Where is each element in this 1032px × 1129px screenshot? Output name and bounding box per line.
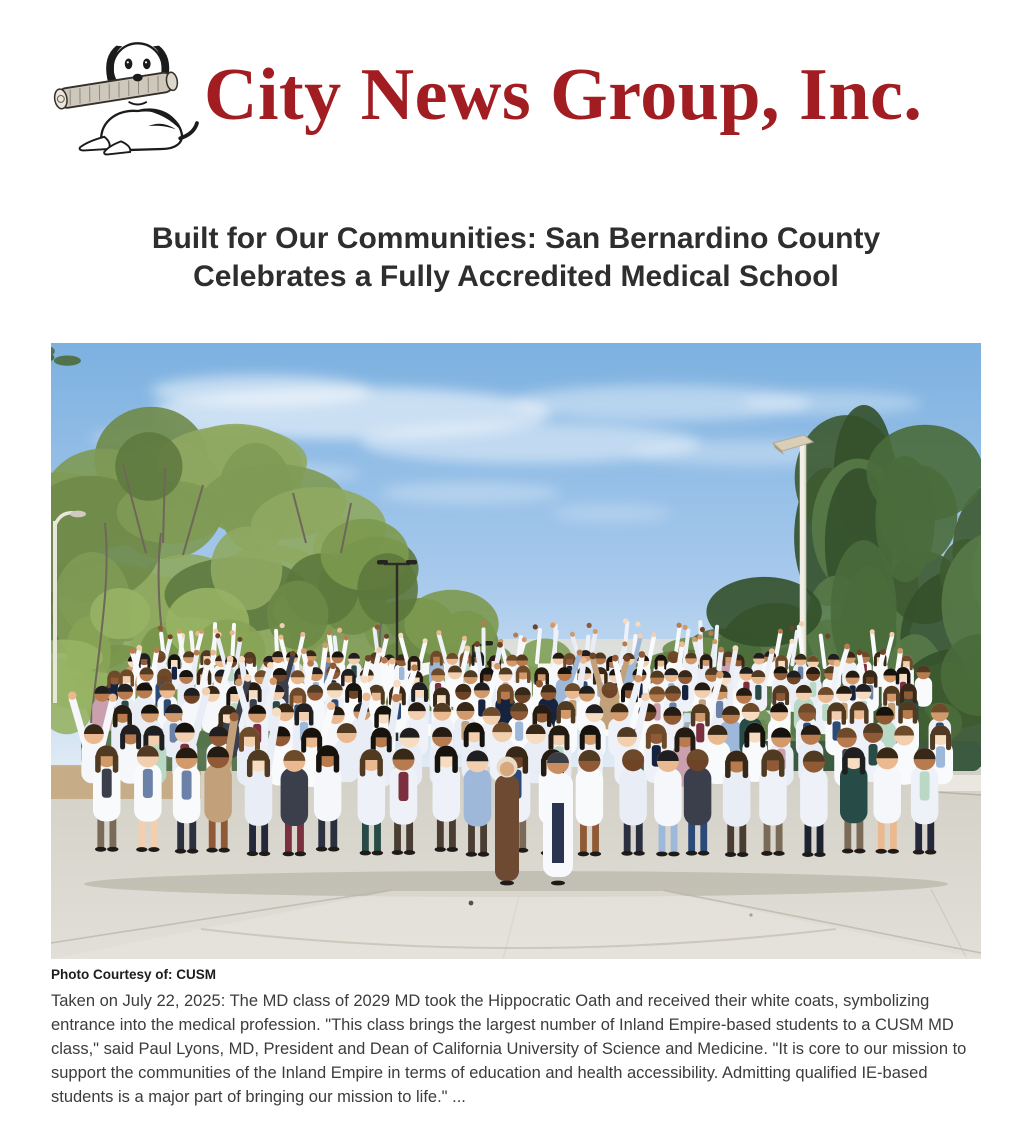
site-logo-text[interactable]: City News Group, Inc. — [204, 58, 922, 132]
site-header — [0, 0, 1032, 176]
dog-with-newspaper-icon[interactable] — [48, 19, 200, 171]
photo-caption: Photo Courtesy of: CUSM — [51, 967, 1032, 982]
article-photo — [51, 343, 981, 959]
article-headline: Built for Our Communities: San Bernardino County Celebrates a Fully Accredited Medical School — [91, 220, 941, 296]
article-body: Taken on July 22, 2025: The MD class of 2029 MD took the Hippocratic Oath and received their white coats, symbolizing entrance into the medical profession. "This class brings the largest number of Inland Empire-based students to a CUSM MD class," said Paul Lyons, MD, President and Dean of California University of Science and Medicine. "It is core to our mission to support the communities of the Inland Empire in terms of education and health accessibility. Admitting qualified IE-based students is a major part of bringing our mission to life." ... — [51, 989, 983, 1109]
article-figure — [51, 343, 981, 959]
